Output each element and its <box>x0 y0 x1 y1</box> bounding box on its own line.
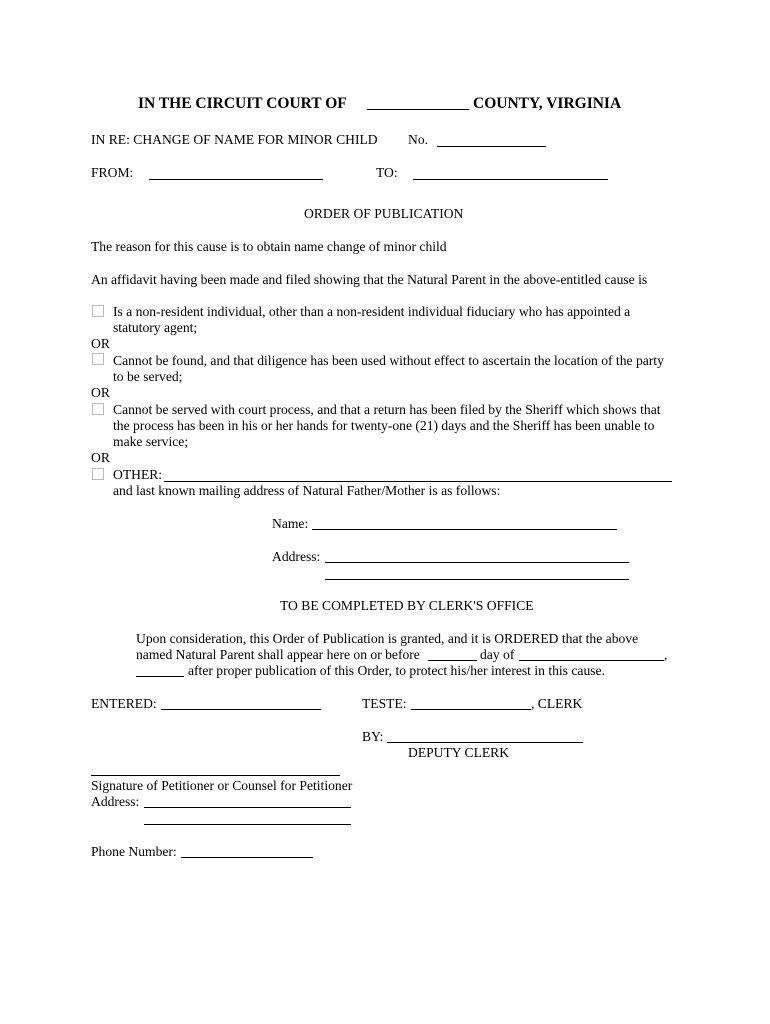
by-label: BY: <box>362 729 384 744</box>
consideration-line-2c: , <box>664 647 668 662</box>
option-2-line-2: to be served; <box>113 369 183 384</box>
option-3-checkbox[interactable] <box>92 403 104 415</box>
teste-blank[interactable] <box>411 709 531 710</box>
address-blank-2[interactable] <box>325 579 629 580</box>
other-blank[interactable] <box>164 481 672 482</box>
by-blank[interactable] <box>387 742 583 743</box>
petitioner-address-blank-1[interactable] <box>144 807 351 808</box>
or-label-3: OR <box>91 450 110 465</box>
option-1-line-2: statutory agent; <box>113 320 198 335</box>
address-label: Address: <box>272 549 321 564</box>
other-label: OTHER: <box>113 467 163 482</box>
title-left: IN THE CIRCUIT COURT OF <box>138 95 347 112</box>
option-other-checkbox[interactable] <box>92 468 104 480</box>
option-2-checkbox[interactable] <box>92 353 104 365</box>
appear-month-blank[interactable] <box>519 660 664 661</box>
county-blank[interactable] <box>367 109 469 110</box>
in-re-heading: IN RE: CHANGE OF NAME FOR MINOR CHILD <box>91 132 378 147</box>
entered-blank[interactable] <box>161 709 321 710</box>
consideration-line-2a: named Natural Parent shall appear here on or before <box>136 647 420 662</box>
name-blank[interactable] <box>312 529 617 530</box>
case-no-blank[interactable] <box>437 146 546 147</box>
case-no-label: No. <box>408 132 429 147</box>
signature-line[interactable] <box>91 775 340 776</box>
consideration-line-3: after proper publication of this Order, to protect his/her interest in this cause. <box>188 663 605 678</box>
to-blank[interactable] <box>413 179 608 180</box>
mailing-text: and last known mailing address of Natural Father/Mother is as follows: <box>113 483 501 498</box>
teste-label: TESTE: <box>362 696 407 711</box>
order-title: ORDER OF PUBLICATION <box>304 206 464 221</box>
consideration-line-1: Upon consideration, this Order of Publication is granted, and it is ORDERED that the above <box>136 631 639 646</box>
option-2-line-1: Cannot be found, and that diligence has been used without effect to ascertain the location of the party <box>113 353 664 368</box>
consideration-line-2b: day of <box>480 647 515 662</box>
or-label-2: OR <box>91 385 110 400</box>
affidavit-text: An affidavit having been made and filed showing that the Natural Parent in the above-entitled cause is <box>91 272 648 287</box>
to-label: TO: <box>376 165 398 180</box>
name-label: Name: <box>272 516 309 531</box>
or-label-1: OR <box>91 336 110 351</box>
phone-blank[interactable] <box>181 857 313 858</box>
option-3-line-3: make service; <box>113 434 189 449</box>
petitioner-address-label: Address: <box>91 794 140 809</box>
option-3-line-1: Cannot be served with court process, and that a return has been filed by the Sheriff which shows that <box>113 402 661 417</box>
reason-text: The reason for this cause is to obtain name change of minor child <box>91 239 447 254</box>
deputy-clerk-label: DEPUTY CLERK <box>408 745 510 760</box>
option-3-line-2: the process has been in his or her hands for twenty-one (21) days and the Sheriff has been unable to <box>113 418 655 433</box>
appear-year-blank[interactable] <box>136 676 184 677</box>
petitioner-address-blank-2[interactable] <box>144 824 351 825</box>
appear-date-blank[interactable] <box>428 660 477 661</box>
signature-label: Signature of Petitioner or Counsel for Petitioner <box>91 778 353 793</box>
entered-label: ENTERED: <box>91 696 157 711</box>
address-blank-1[interactable] <box>325 562 629 563</box>
phone-label: Phone Number: <box>91 844 177 859</box>
from-blank[interactable] <box>149 179 323 180</box>
option-1-line-1: Is a non-resident individual, other than a non-resident individual fiduciary who has appointed a <box>113 304 631 319</box>
from-label: FROM: <box>91 165 134 180</box>
option-1-checkbox[interactable] <box>92 305 104 317</box>
clerk-label: , CLERK <box>531 696 583 711</box>
title-right: COUNTY, VIRGINIA <box>473 95 622 112</box>
clerk-section-heading: TO BE COMPLETED BY CLERK'S OFFICE <box>280 598 534 613</box>
